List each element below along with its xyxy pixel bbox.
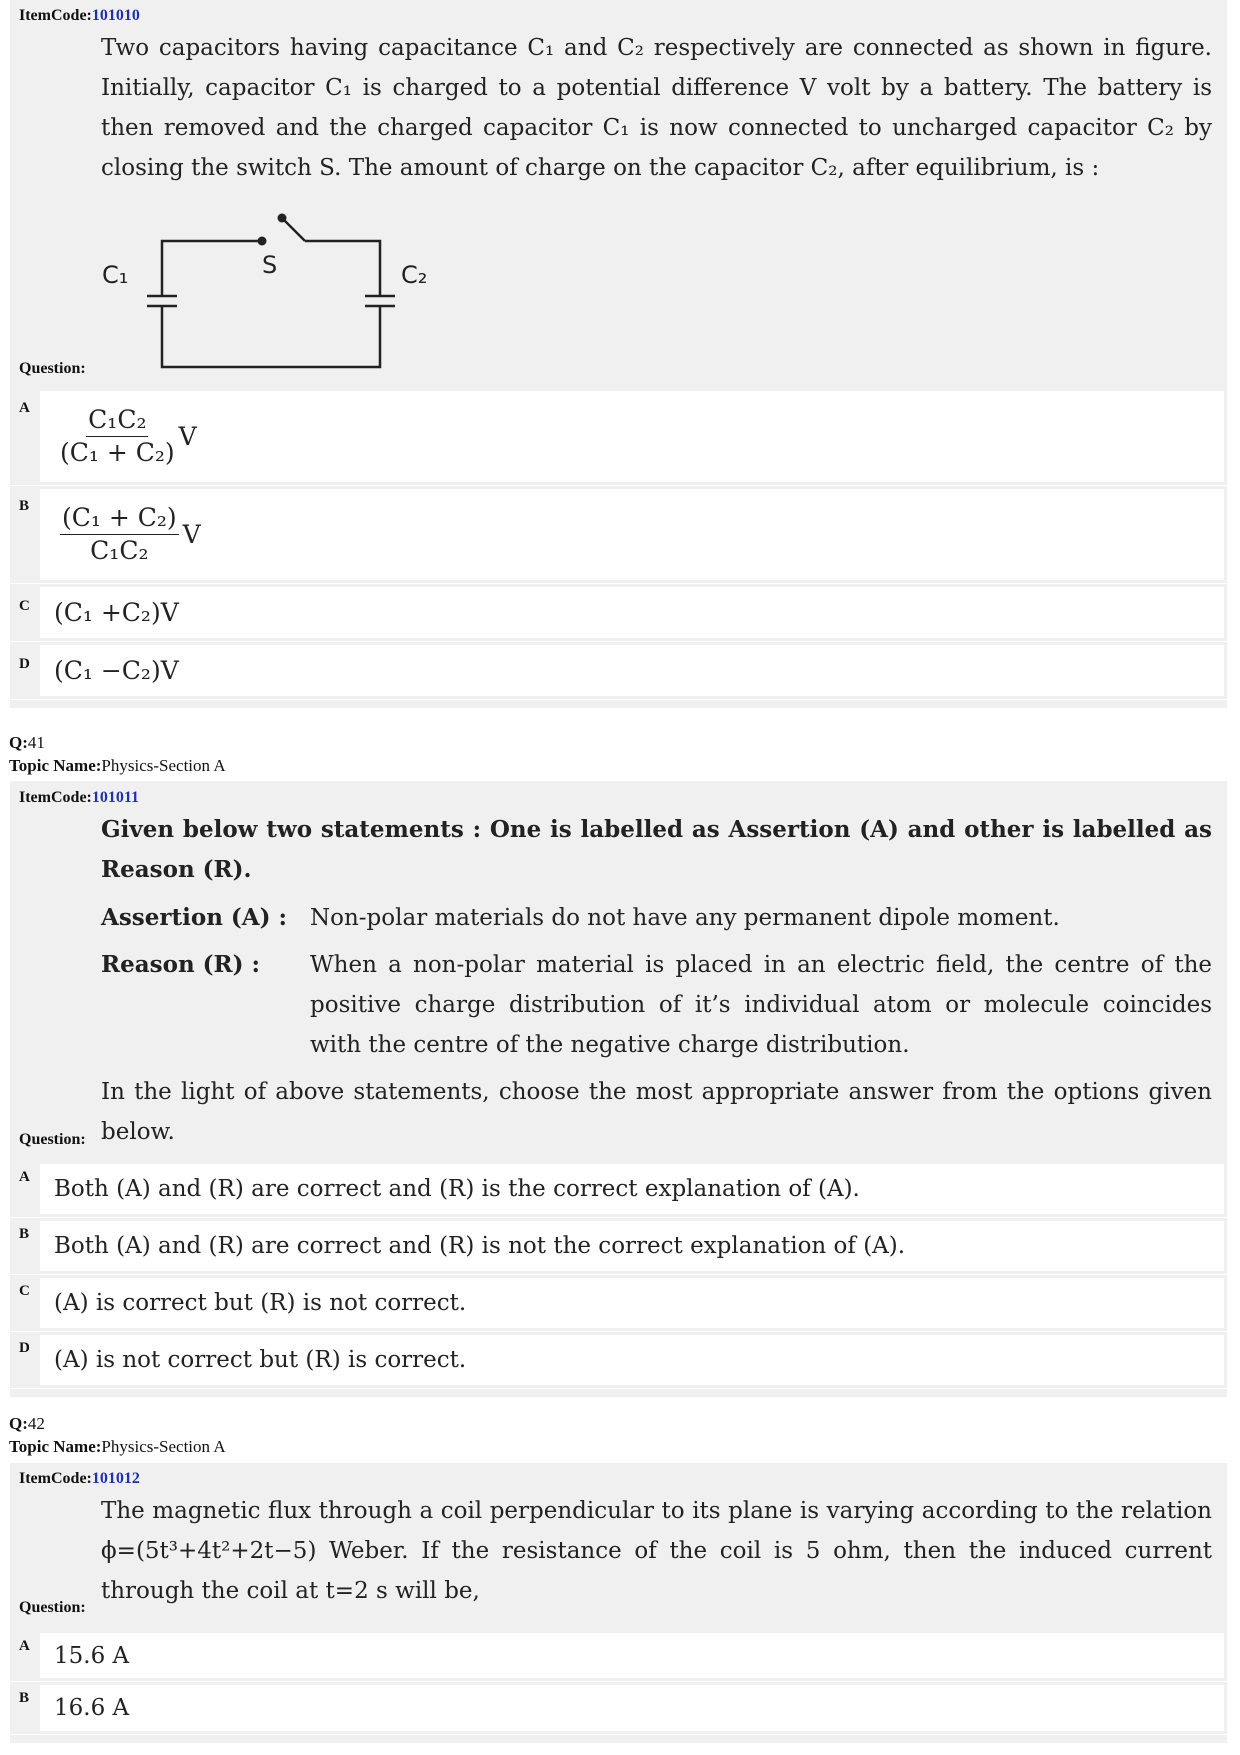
circuit-wire-bottom-left [162,306,380,367]
q42-number: Q:42 [9,1414,45,1433]
q40-circuit-figure [90,200,450,380]
option-body: 15.6 A [40,1633,1224,1678]
q42-question-text: The magnetic flux through a coil perpendicular to its plane is varying according to the relation ϕ=(5t³+4t²+2t−5) Weber. If the resistance of the coil is 5 ohm, then the induced current through the coil at t=2 s will be, [101,1498,1212,1604]
q41-option-a[interactable] [10,1161,1227,1217]
q41-item-code: ItemCode:101011 [19,789,139,806]
q40-question-label: Question: [19,360,86,377]
fraction-denominator: C₁C₂ [90,536,149,565]
option-body: 16.6 A [40,1685,1224,1731]
capacitor-c1-label: C₁ [102,261,129,289]
switch-label: S [262,251,278,279]
option-body: Both (A) and (R) are correct and (R) is not the correct explanation of (A). [40,1221,1224,1271]
q41-option-b[interactable] [10,1218,1227,1274]
q40-option-d[interactable] [10,642,1227,699]
option-letter: A [10,388,40,485]
q42-bottom-border [10,1735,1227,1743]
option-letter: C [10,1275,40,1331]
option-letter: C [10,584,40,641]
option-body: (C₁ +C₂)V [40,587,1224,638]
q41-closing: In the light of above statements, choose the most appropriate answer from the options given below. [101,1079,1212,1145]
fraction-denominator: (C₁ + C₂) [60,438,175,467]
q41-intro: Given below two statements : One is labelled as Assertion (A) and other is labelled as Reason (R). [101,816,1212,883]
q41-bottom-border [10,1389,1227,1397]
fraction-suffix: V [178,422,197,451]
q42-topic: Topic Name:Physics-Section A [9,1437,226,1456]
fraction-suffix: V [182,520,201,549]
fraction [60,502,179,567]
option-body: Both (A) and (R) are correct and (R) is the correct explanation of (A). [40,1164,1224,1214]
q41-option-c[interactable] [10,1275,1227,1331]
option-body: (A) is correct but (R) is not correct. [40,1278,1224,1328]
q41-assertion-text: Non-polar materials do not have any permanent dipole moment. [310,905,1060,931]
option-letter: D [10,642,40,699]
q42-item-code: ItemCode:101012 [19,1470,140,1487]
option-letter: D [10,1332,40,1388]
q40-bottom-border [10,700,1227,708]
option-body: (A) is not correct but (R) is correct. [40,1335,1224,1385]
option-letter: B [10,1682,40,1734]
option-body [40,489,1224,580]
capacitor-c2-label: C₂ [401,261,428,289]
q40-question-text: Two capacitors having capacitance C₁ and C₂ respectively are connected as shown in figure. Initially, capacitor C₁ is charged to a potential difference V volt by a battery. The battery is then removed and the charged capacitor C₁ is now connected to uncharged capacitor C₂ by closing the switch S. The amount of charge on the capacitor C₂, after equilibrium, is : [101,35,1212,181]
fraction [60,404,175,469]
switch-contact [278,214,287,223]
fraction-numerator: (C₁ + C₂) [60,502,179,535]
q41-number: Q:41 [9,733,45,752]
q41-topic: Topic Name:Physics-Section A [9,756,226,775]
q41-reason-label: Reason (R) : [101,951,261,978]
option-letter: A [10,1630,40,1681]
q41-option-d[interactable] [10,1332,1227,1388]
q41-reason-text: When a non-polar material is placed in an electric field, the centre of the positive charge distribution of it’s individual atom or molecule coincides with the centre of the negative charge distribution. [310,952,1212,1058]
q40-option-c[interactable] [10,584,1227,641]
option-body [40,391,1224,482]
fraction-numerator: C₁C₂ [86,404,148,437]
q41-assertion-label: Assertion (A) : [101,904,288,931]
q40-option-b[interactable] [10,486,1227,583]
option-letter: A [10,1161,40,1217]
q40-option-a[interactable] [10,388,1227,485]
q40-item-code: ItemCode:101010 [19,7,140,24]
q42-option-a[interactable] [10,1630,1227,1681]
option-letter: B [10,1218,40,1274]
q41-question-label: Question: [19,1131,86,1148]
switch-arm [282,218,305,241]
q42-option-b[interactable] [10,1682,1227,1734]
circuit-wire-left [162,241,262,296]
switch-pivot [258,237,267,246]
circuit-wire-right [305,241,380,296]
q42-question-label: Question: [19,1599,86,1616]
option-letter: B [10,486,40,583]
option-body: (C₁ −C₂)V [40,645,1224,696]
